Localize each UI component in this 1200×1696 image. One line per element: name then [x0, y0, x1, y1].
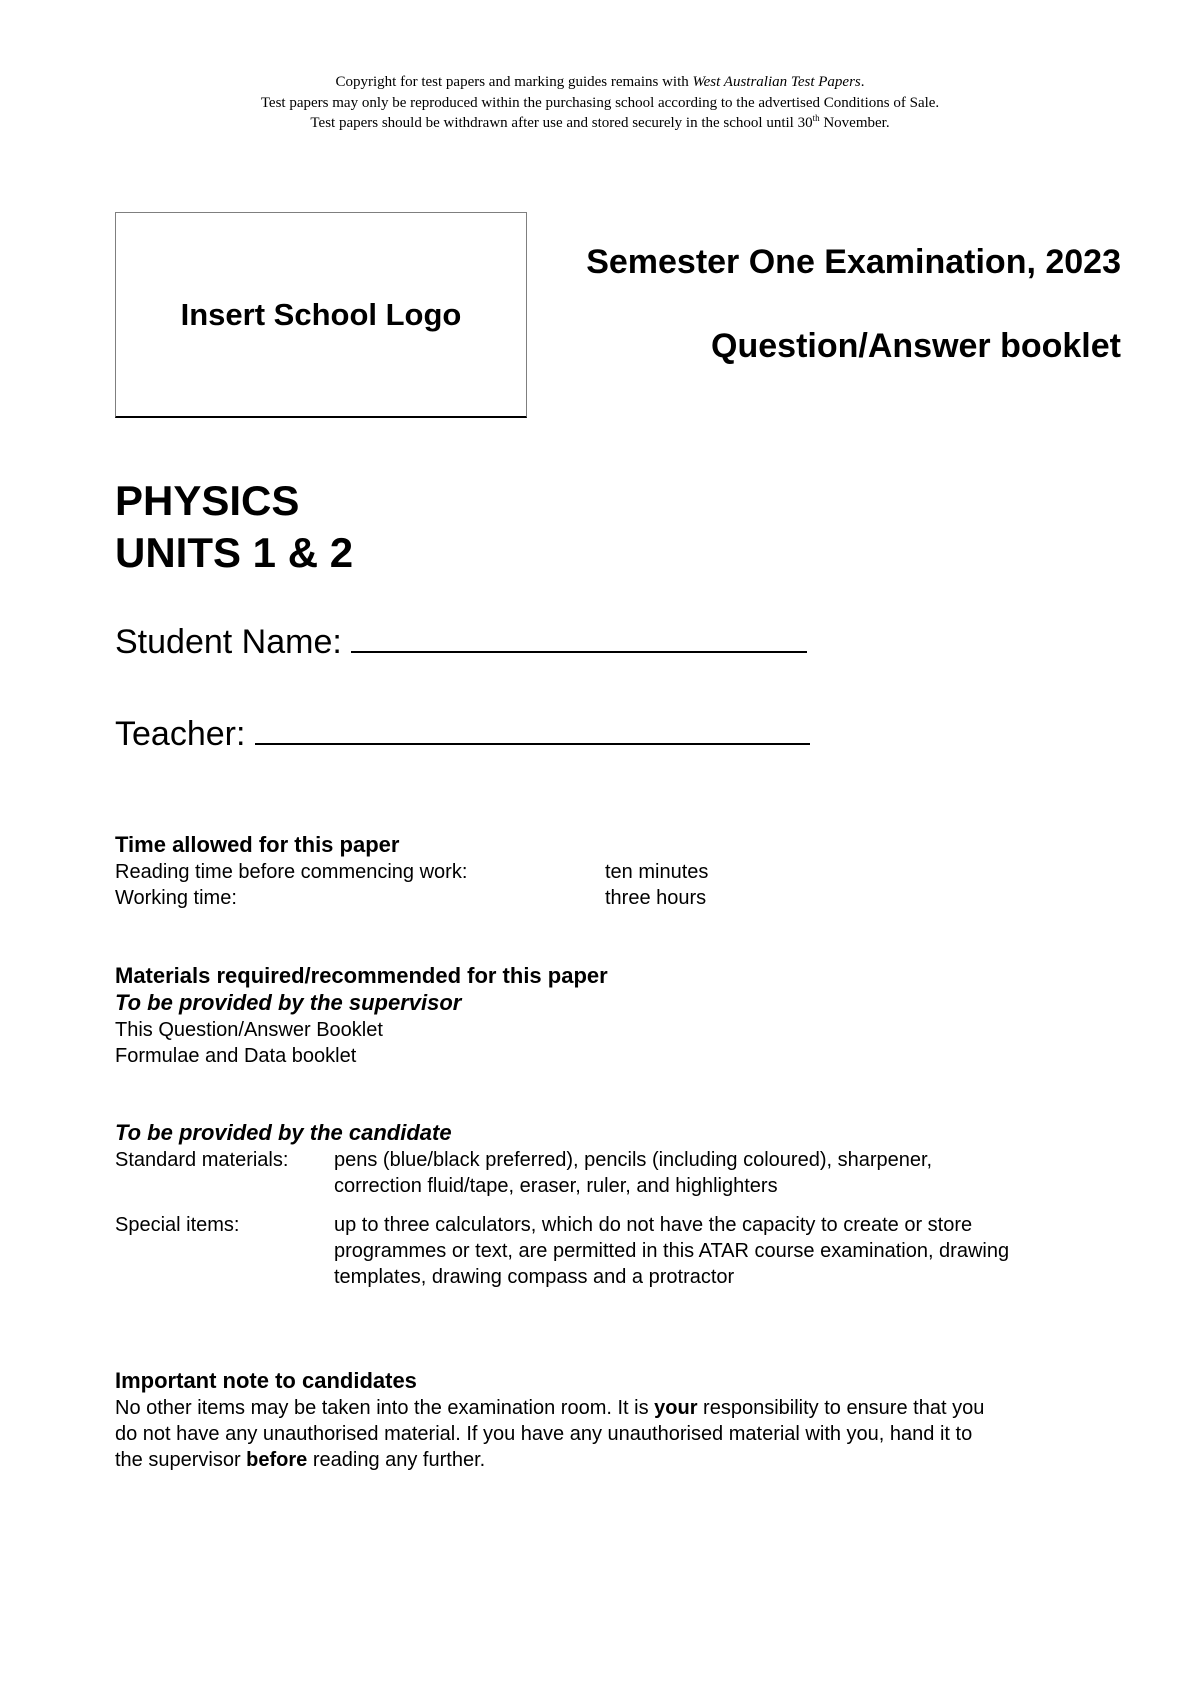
materials-heading: Materials required/recommended for this paper	[115, 963, 608, 988]
student-name-field	[115, 623, 807, 662]
working-time-value: three hours	[605, 887, 707, 909]
supervisor-item: Formulae and Data booklet	[115, 1045, 357, 1067]
copyright-line-3: Test papers should be withdrawn after use and stored securely in the school until 30th November.	[310, 113, 890, 131]
student-name-label: Student Name:	[115, 623, 342, 661]
special-items-label: Special items:	[115, 1214, 240, 1236]
special-items-text: up to three calculators, which do not have the capacity to create or store programmes or text, are permitted in this ATAR course examination, drawing templates, drawing compass and a protractor	[334, 1214, 1010, 1288]
working-time-label: Working time:	[115, 887, 237, 909]
booklet-title: Question/Answer booklet	[711, 327, 1121, 365]
subject-name: PHYSICS	[115, 477, 300, 524]
teacher-field	[115, 715, 810, 754]
copyright-line-1: Copyright for test papers and marking guides remains with West Australian Test Papers.	[335, 74, 865, 90]
important-note-heading: Important note to candidates	[115, 1368, 417, 1393]
logo-placeholder-text: Insert School Logo	[180, 296, 462, 332]
standard-materials-label: Standard materials:	[115, 1149, 289, 1171]
candidate-heading: To be provided by the candidate	[115, 1120, 452, 1145]
copyright-line-2: Test papers may only be reproduced within the purchasing school according to the advertised Conditions of Sale.	[260, 94, 940, 111]
publisher-name: West Australian Test Papers	[692, 74, 861, 90]
reading-time-label: Reading time before commencing work:	[115, 861, 468, 883]
important-note-text: No other items may be taken into the examination room. It is your responsibility to ensure that you do not have any unauthorised material. If you have any unauthorised material with you, hand it to the supervisor before reading any further.	[115, 1397, 985, 1471]
reading-time-value: ten minutes	[605, 861, 709, 883]
supervisor-heading: To be provided by the supervisor	[115, 990, 462, 1015]
subject-title	[115, 475, 353, 579]
subject-units: UNITS 1 & 2	[115, 529, 354, 576]
school-logo-placeholder	[115, 212, 527, 418]
exam-title: Semester One Examination, 2023	[586, 243, 1121, 281]
standard-materials-text: pens (blue/black preferred), pencils (including coloured), sharpener, correction fluid/tape, eraser, ruler, and highlighters	[334, 1149, 933, 1197]
student-name-blank[interactable]	[351, 623, 807, 653]
supervisor-item: This Question/Answer Booklet	[115, 1019, 383, 1041]
time-allowed-heading: Time allowed for this paper	[115, 832, 400, 857]
teacher-label: Teacher:	[115, 715, 246, 753]
copyright-notice	[0, 72, 1200, 134]
teacher-blank[interactable]	[255, 715, 810, 745]
